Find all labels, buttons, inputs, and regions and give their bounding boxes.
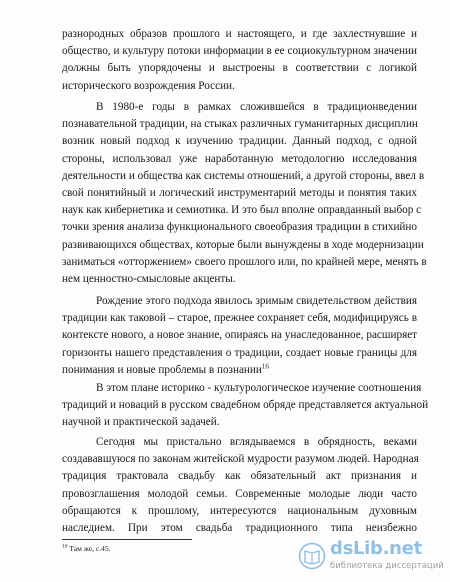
text-line: точки зрения анализа функционального своеобразия традиции в стихийно: [62, 221, 417, 234]
text-line-body: понимания и новые проблемы в познании: [62, 363, 262, 376]
text-line: провозглашения молодой семьи. Современные молодые люди часто: [62, 487, 417, 500]
text-line: общество, и культуру потоки информации в ее социокультурном значении: [62, 45, 417, 58]
library-logo-icon: [298, 542, 326, 570]
watermark-brand: dsLib.net: [330, 538, 422, 559]
footnote-number: 16: [62, 543, 68, 550]
paragraph-3: [62, 293, 417, 379]
text-line: традиция трактовала свадьбу как обязательный акт признания и: [62, 470, 417, 483]
watermark-subtitle: библиотека диссертаций: [330, 561, 444, 571]
text-line: исторического возрождения России.: [62, 79, 235, 92]
footnote: [62, 544, 110, 554]
footnote-divider: [62, 539, 192, 540]
text-line: научной и практической задачей.: [62, 416, 220, 429]
text-line: должны быть упорядочены и выстроены в соответствии с логикой: [62, 62, 417, 75]
text-line: развивающихся обществах, которые были вынуждены в ходе модернизации: [62, 238, 424, 251]
text-line: деятельности и общества как системы отношений, а другой стороны, ввел в: [62, 169, 425, 182]
text-line: традиции как таковой – старое, прежнее сохраняет себя, модифицируясь в: [62, 312, 417, 325]
text-line: В этом плане историко - культурологическое изучение соотношения: [96, 382, 422, 394]
text-line: В 1980-е годы в рамках сложившейся в традиционведении: [96, 101, 417, 113]
paragraph-1: [62, 26, 417, 95]
text-line: обращаются к прошлому, интересуются национальным духовным: [62, 504, 417, 517]
watermark: [294, 534, 444, 578]
paragraph-2: [62, 99, 427, 288]
text-line: разнородных образов прошлого и настоящего, и где захлестнувшие и: [62, 28, 417, 40]
text-line: [62, 362, 417, 379]
text-line: нем ценностно-смысловые акценты.: [62, 272, 236, 285]
text-line: контексте нового, а новое знание, опираясь на унаследованное, расширяет: [62, 329, 418, 342]
text-line: наследием. При этом свадьба традиционного типа неизбежно: [62, 521, 417, 534]
footnote-text: Там же, с.45.: [67, 544, 111, 553]
paragraph-4: [62, 380, 429, 432]
footnote-reference[interactable]: 16: [261, 362, 269, 371]
text-line: традиций и новаций в русском свадебном обряде представляется актуальной: [62, 399, 429, 412]
text-line: свой понятийный и логический инструментарий методы и понятия таких: [62, 186, 417, 199]
text-line: стороны, использовал уже наработанную методологию исследования: [62, 152, 417, 165]
text-line: возник новый подход к изучению традиции. Данный подход, с одной: [62, 135, 417, 148]
text-line: заниматься «отторжением» своего прошлого или, по крайней мере, менять в: [62, 255, 427, 268]
paragraph-5: [62, 434, 417, 537]
text-line: Рождение этого подхода явилось зримым свидетельством действия: [96, 295, 417, 307]
text-line: Сегодня мы пристально вглядываемся в обрядность, веками: [96, 436, 417, 448]
text-line: горизонты нашего представления о традиции, создает новые границы для: [62, 346, 417, 359]
text-line: создававшуюся по законам житейской мудрости разумом людей. Народная: [62, 453, 419, 466]
text-line: наук как кибернетика и семиотика. И это был вполне оправданный выбор с: [62, 204, 422, 217]
text-line: познавательной традиции, на стыках различных гуманитарных дисциплин: [62, 118, 418, 131]
